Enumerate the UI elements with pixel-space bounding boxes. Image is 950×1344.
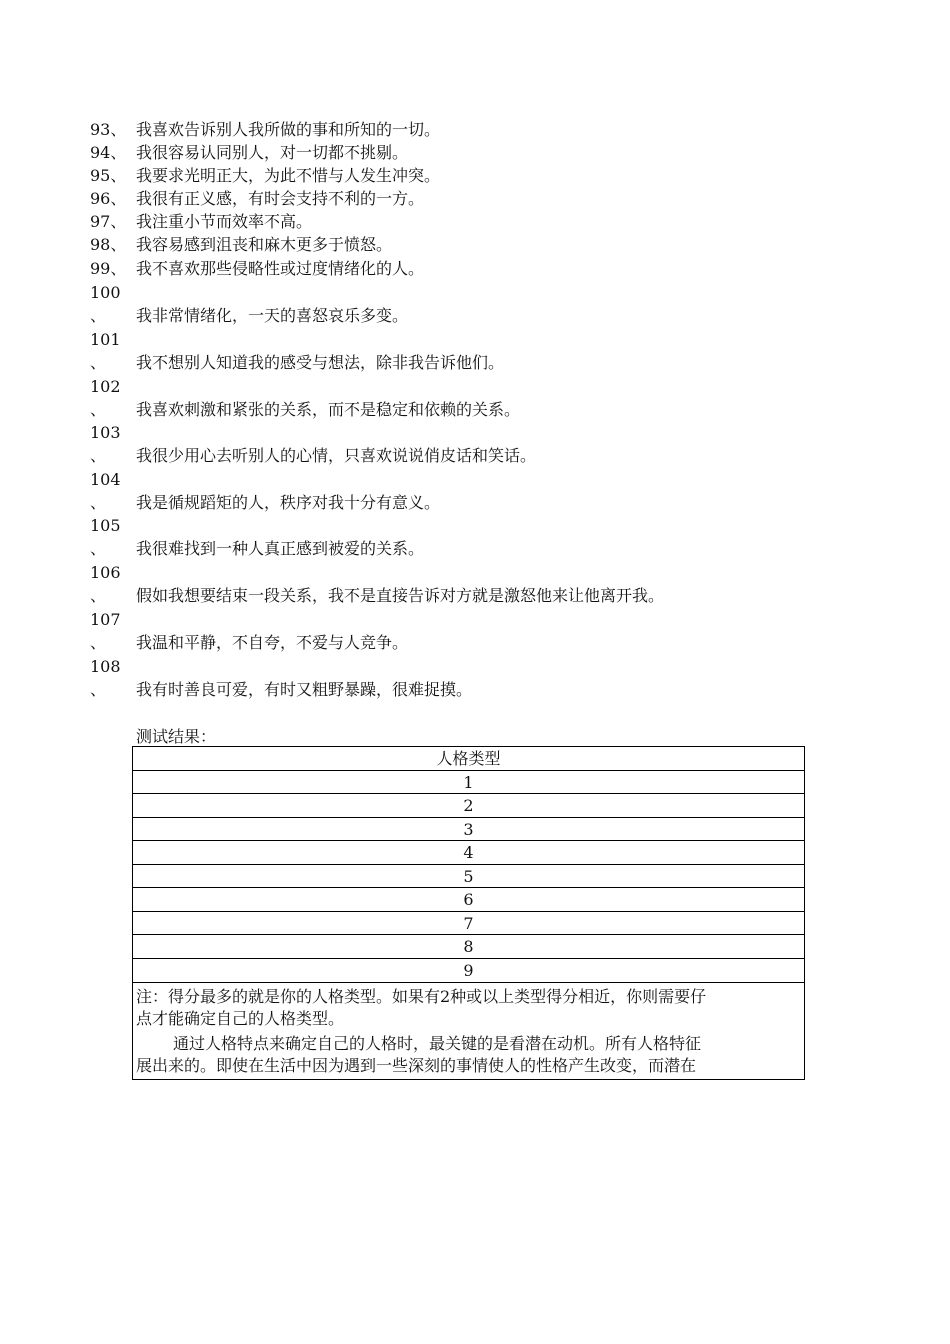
question-number: 108 [90,657,121,676]
question-text: 我不喜欢那些侵略性或过度情绪化的人。 [136,259,425,278]
question-text: 我容易感到沮丧和麻木更多于愤怒。 [136,235,393,254]
table-row: 8 [133,935,804,959]
table-row: 7 [133,912,804,936]
question-text: 我有时善良可爱，有时又粗野暴躁，很难捉摸。 [136,680,473,699]
question-number: 101 [90,330,121,349]
question-number: 95、 [90,166,127,185]
note-line: 展出来的。即使在生活中因为遇到一些深刻的事情使人的性格产生改变，而潜在 [136,1056,697,1075]
question-text: 我非常情绪化，一天的喜怒哀乐多变。 [136,306,409,325]
question-number-separator: 、 [90,539,107,558]
result-table [132,746,805,983]
question-number: 105 [90,516,121,535]
question-text: 我是循规蹈矩的人，秩序对我十分有意义。 [136,493,441,512]
question-number-separator: 、 [90,353,107,372]
question-number: 97、 [90,212,127,231]
question-text: 我要求光明正大，为此不惜与人发生冲突。 [136,166,441,185]
question-number-separator: 、 [90,306,107,325]
table-row: 1 [133,771,804,795]
question-number: 93、 [90,120,127,139]
question-number: 103 [90,423,121,442]
question-number-separator: 、 [90,446,107,465]
question-text: 我很容易认同别人，对一切都不挑剔。 [136,143,409,162]
question-text: 我很难找到一种人真正感到被爱的关系。 [136,539,425,558]
question-number: 106 [90,563,121,582]
question-text: 我很有正义感，有时会支持不利的一方。 [136,189,425,208]
table-row: 4 [133,841,804,865]
table-row: 9 [463,960,474,980]
note-line: 注：得分最多的就是你的人格类型。如果有2种或以上类型得分相近，你则需要仔 [136,987,707,1006]
note-line: 通过人格特点来确定自己的人格时，最关键的是看潜在动机。所有人格特征 [173,1034,702,1053]
question-text: 我喜欢告诉别人我所做的事和所知的一切。 [136,120,441,139]
table-header: 人格类型 [133,747,804,771]
table-row: 5 [133,865,804,889]
table-row: 6 [133,888,804,912]
question-text: 我喜欢刺激和紧张的关系，而不是稳定和依赖的关系。 [136,400,521,419]
question-number: 102 [90,377,121,396]
question-text: 我很少用心去听别人的心情，只喜欢说说俏皮话和笑话。 [136,446,537,465]
note-line: 点才能确定自己的人格类型。 [136,1009,345,1028]
question-text: 我温和平静，不自夸，不爱与人竞争。 [136,633,409,652]
question-text: 假如我想要结束一段关系，我不是直接告诉对方就是激怒他来让他离开我。 [136,586,665,605]
question-number: 100 [90,283,121,302]
question-number: 99、 [90,259,127,278]
question-text: 我不想别人知道我的感受与想法，除非我告诉他们。 [136,353,505,372]
question-number-separator: 、 [90,493,107,512]
question-number: 94、 [90,143,127,162]
question-number-separator: 、 [90,400,107,419]
question-number: 104 [90,470,121,489]
question-number-separator: 、 [90,586,107,605]
note-box [132,981,805,1080]
table-row: 2 [133,794,804,818]
table-row: 3 [133,818,804,842]
question-number: 107 [90,610,121,629]
question-number: 96、 [90,189,127,208]
question-number-separator: 、 [90,633,107,652]
question-number: 98、 [90,235,127,254]
result-label: 测试结果： [136,727,217,746]
question-number-separator: 、 [90,680,107,699]
question-text: 我注重小节而效率不高。 [136,212,313,231]
